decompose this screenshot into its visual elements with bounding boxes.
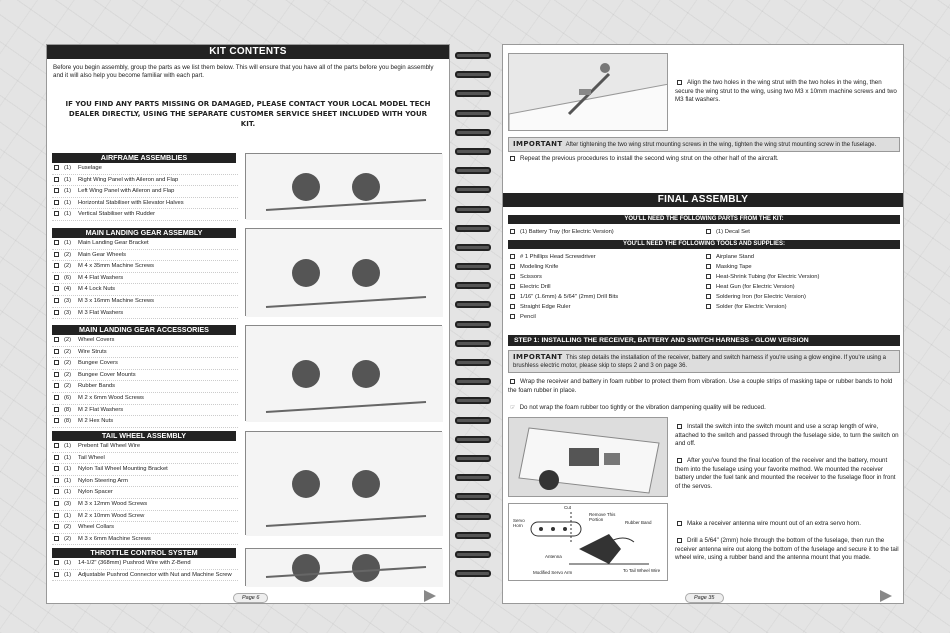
section-throttle-control-system: [52, 548, 445, 581]
part-name: M 2 Flat Washers: [78, 406, 124, 413]
part-name: Wheel Covers: [78, 337, 115, 343]
part-qty: (3): [64, 500, 72, 507]
right-page: [502, 44, 904, 604]
binding-ring: [455, 340, 491, 347]
binding-ring: [455, 455, 491, 462]
binding-ring: [455, 359, 491, 366]
part-qty: (2): [64, 360, 72, 367]
part-row: [52, 163, 238, 175]
checkbox-icon[interactable]: [54, 286, 59, 291]
binding-ring: [455, 570, 491, 577]
part-qty: (2): [64, 263, 72, 270]
checkbox-icon[interactable]: [54, 263, 59, 268]
part-qty: (1): [64, 560, 72, 566]
part-name: Nylon Steering Arm: [78, 477, 128, 484]
checkbox-icon[interactable]: [54, 337, 59, 342]
checkbox-icon[interactable]: [706, 264, 711, 269]
tool-name: Scissors: [520, 274, 542, 280]
tool-name: Modeling Knife: [520, 264, 559, 270]
checkbox-icon[interactable]: [54, 395, 59, 400]
binding-ring: [455, 244, 491, 251]
missing-parts-warning: IF YOU FIND ANY PARTS MISSING OR DAMAGED, PLEASE CONTACT YOUR LOCAL MODEL TECH DEALER DIRECTLY, USING THE SEPARATE CUSTOMER SERVICE SHEET INCLUDED WITH YOUR KIT.: [65, 100, 431, 128]
tool-item: [704, 292, 900, 302]
tool-item: [508, 282, 704, 292]
page-number-left: Page 6: [233, 593, 268, 603]
part-row: [52, 476, 238, 488]
part-qty: (3): [64, 297, 72, 304]
step1-title: STEP 1: INSTALLING THE RECEIVER, BATTERY AND SWITCH HARNESS - GLOW VERSION: [508, 335, 900, 346]
part-row: [52, 198, 238, 210]
wrap-instruction: Wrap the receiver and battery in foam rubber to protect them from vibration. Use a couple strips of masking tape or rubber bands to hold the foam rubber in place.: [508, 378, 893, 394]
spiral-binding: [455, 52, 495, 589]
part-name: M 4 Flat Washers: [78, 274, 124, 281]
checkbox-icon[interactable]: [54, 572, 59, 577]
checkbox-icon[interactable]: [54, 177, 59, 182]
switch-instruction: Install the switch into the switch mount and use a scrap length of wire, attached to the switch and passed through the fuselage side, to turn the switch on and off.: [675, 423, 899, 447]
tool-name: Straight Edge Ruler: [520, 304, 571, 310]
part-name: Prebent Tail Wheel Wire: [78, 443, 141, 449]
checkbox-icon[interactable]: [54, 298, 59, 303]
part-qty: (1): [64, 454, 72, 461]
part-row: [52, 381, 238, 393]
part-row: [52, 358, 238, 370]
part-row: [52, 441, 238, 453]
next-arrow-right: [880, 590, 892, 602]
binding-ring: [455, 52, 491, 59]
part-row: [52, 499, 238, 511]
important-note-1: IMPORTANT After tightening the two wing strut mounting screws in the wing, tighten the wing strut mounting screw in the fuselage.: [508, 137, 900, 152]
part-name: M 2 x 6mm Wood Screws: [78, 394, 144, 401]
part-name: Wheel Collars: [78, 524, 115, 531]
antenna-instruction: Make a receiver antenna wire mount out of an extra servo horn.: [675, 520, 899, 529]
checkbox-icon[interactable]: [54, 349, 59, 354]
tool-item: [704, 262, 900, 272]
parts-photo: [245, 548, 442, 586]
part-qty: (8): [64, 406, 72, 413]
modified-servo-arm-label: Modified Servo Arm: [533, 570, 573, 575]
binding-ring: [455, 301, 491, 308]
tool-item: [704, 252, 900, 262]
part-row: [52, 186, 238, 198]
part-qty: (2): [64, 348, 72, 355]
binding-ring: [455, 474, 491, 481]
part-name: Fuselage: [78, 165, 102, 171]
part-row: [52, 273, 238, 285]
checkbox-icon[interactable]: [54, 466, 59, 471]
checkbox-icon[interactable]: [54, 275, 59, 280]
section-title: TAIL WHEEL ASSEMBLY: [52, 431, 236, 441]
checkbox-icon[interactable]: [54, 383, 59, 388]
checkbox-icon[interactable]: [54, 443, 59, 448]
checkbox-icon[interactable]: [54, 478, 59, 483]
part-name: M 3 x 6mm Machine Screws: [78, 535, 151, 542]
binding-ring: [455, 417, 491, 424]
parts-list: [52, 335, 238, 428]
part-name: Bungee Cover Mounts: [78, 371, 136, 378]
receiver-install-photo: [508, 417, 668, 497]
part-qty: (3): [64, 309, 72, 316]
binding-ring: [455, 110, 491, 117]
cut-label: Cut: [564, 505, 572, 510]
part-qty: (2): [64, 524, 72, 531]
checkbox-icon[interactable]: [54, 240, 59, 245]
part-name: M 3 Flat Washers: [78, 309, 124, 316]
final-assembly-title: FINAL ASSEMBLY: [503, 193, 903, 207]
checkbox-icon[interactable]: [54, 524, 59, 529]
tool-name: # 1 Phillips Head Screwdriver: [520, 254, 596, 260]
part-row: [52, 308, 238, 320]
part-name: Nylon Tail Wheel Mounting Bracket: [78, 466, 168, 473]
binding-ring: [455, 225, 491, 232]
wing-strut-photo: [508, 53, 668, 131]
part-name: Main Gear Wheels: [78, 251, 127, 258]
part-qty: (1): [64, 199, 72, 206]
section-title: MAIN LANDING GEAR ACCESSORIES: [52, 325, 236, 335]
checkbox-icon[interactable]: [54, 455, 59, 460]
part-row: [52, 453, 238, 465]
hint-note: ☞ Do not wrap the foam rubber too tightly or the vibration dampening quality will be reduced.: [510, 404, 766, 411]
part-qty: (1): [64, 466, 72, 473]
part-qty: (2): [64, 371, 72, 378]
rubber-band-label: Rubber Band: [625, 520, 652, 525]
part-row: [52, 238, 238, 250]
checkbox-icon[interactable]: [54, 200, 59, 205]
strut-instruction: Align the two holes in the wing strut with the two holes in the wing, then secure the wing strut to the wing, using two M3 x 10mm machine screws and two M3 flat washers.: [675, 79, 897, 103]
checkbox-icon[interactable]: [54, 310, 59, 315]
part-name: Tail Wheel: [78, 454, 105, 461]
checkbox-icon[interactable]: [54, 407, 59, 412]
part-qty: (8): [64, 418, 72, 425]
checkbox-icon[interactable]: [510, 294, 515, 299]
part-name: Vertical Stabiliser with Rudder: [78, 211, 156, 218]
tool-item: [704, 272, 900, 282]
part-row: [52, 209, 238, 221]
part-qty: (1): [64, 165, 72, 171]
part-name: Left Wing Panel with Aileron and Flap: [78, 188, 175, 195]
parts-needed-box: [508, 215, 900, 325]
part-qty: (6): [64, 274, 72, 281]
part-row: [52, 370, 238, 382]
antenna-label: Antenna: [545, 554, 562, 559]
part-qty: (4): [64, 286, 72, 293]
tool-item: [704, 282, 900, 292]
part-row: [52, 405, 238, 417]
checkbox-icon[interactable]: [706, 254, 711, 259]
checkbox-icon[interactable]: [706, 284, 711, 289]
section-tail-wheel-assembly: [52, 431, 445, 545]
binding-ring: [455, 71, 491, 78]
binding-ring: [455, 148, 491, 155]
binding-ring: [455, 167, 491, 174]
part-row: [52, 284, 238, 296]
tools-header: YOU'LL NEED THE FOLLOWING TOOLS AND SUPPLIES:: [508, 240, 900, 249]
tool-item: [508, 292, 704, 302]
kit-contents-title: KIT CONTENTS: [47, 45, 449, 59]
binding-ring: [455, 90, 491, 97]
checkbox-icon[interactable]: [54, 372, 59, 377]
part-name: M 3 x 12mm Wood Screws: [78, 500, 148, 507]
part-row: [52, 534, 238, 546]
tool-name: Electric Drill: [520, 284, 551, 290]
binding-ring: [455, 397, 491, 404]
part-name: Wire Struts: [78, 348, 107, 355]
tool-name: Masking Tape: [716, 264, 752, 270]
parts-photo: [245, 228, 442, 316]
mount-instruction: After you've found the final location of the receiver and the battery, mount them into the fuselage using your favorite method. We mounted the receiver battery under the fuel tank and mounted the receiver to the fuselage floor in front of the servos.: [675, 457, 896, 490]
section-main-landing-gear-assembly: [52, 228, 445, 319]
part-decal-set: (1) Decal Set: [704, 227, 900, 237]
page-number-right: Page 35: [685, 593, 724, 603]
part-row: [52, 522, 238, 534]
checkbox-icon[interactable]: [510, 314, 515, 319]
part-name: M 3 x 16mm Machine Screws: [78, 297, 155, 304]
tool-item: [508, 252, 704, 262]
part-qty: (2): [64, 535, 72, 542]
part-name: M 4 x 35mm Machine Screws: [78, 263, 155, 270]
part-qty: (1): [64, 571, 72, 578]
part-row: [52, 175, 238, 187]
checkbox-icon[interactable]: [54, 360, 59, 365]
left-page: [46, 44, 450, 604]
tail-wheel-wire-label: To Tail Wheel Wire: [623, 568, 661, 573]
binding-ring: [455, 263, 491, 270]
checkbox-icon[interactable]: [54, 536, 59, 541]
part-row: [52, 250, 238, 262]
checkbox-icon[interactable]: [54, 489, 59, 494]
part-qty: (1): [64, 188, 72, 195]
part-row: [52, 487, 238, 499]
part-name: M 4 Lock Nuts: [78, 286, 116, 293]
part-qty: (2): [64, 383, 72, 390]
tool-name: Pencil: [520, 314, 536, 320]
part-row: [52, 335, 238, 347]
parts-list: [52, 163, 238, 221]
tool-name: Heat Gun (for Electric Version): [716, 284, 795, 290]
checkbox-icon[interactable]: [510, 254, 515, 259]
parts-list: [52, 238, 238, 319]
part-qty: (2): [64, 251, 72, 258]
binding-ring: [455, 378, 491, 385]
remove-portion-label: Remove This Portion: [589, 512, 616, 522]
drill-instruction: Drill a 5/64" (2mm) hole through the bottom of the fuselage, then run the receiver antenna wire out along the bottom of the fuselage and secure it to the tail wheel wire, using a rubber band and the antenna mount that you made.: [675, 537, 899, 561]
checkbox-icon[interactable]: [54, 560, 59, 565]
tool-item: [508, 312, 704, 322]
part-name: Right Wing Panel with Aileron and Flap: [78, 176, 179, 183]
parts-photo: [245, 153, 442, 219]
part-row: [52, 347, 238, 359]
checkbox-icon[interactable]: [706, 274, 711, 279]
checkbox-icon[interactable]: [706, 294, 711, 299]
checkbox-icon[interactable]: [54, 501, 59, 506]
parts-photo: [245, 431, 442, 535]
binding-ring: [455, 513, 491, 520]
tool-item: [508, 302, 704, 312]
tools-list-right: [704, 252, 900, 322]
tool-name: 1/16" (1.6mm) & 5/64" (2mm) Drill Bits: [520, 294, 619, 300]
part-row: [52, 464, 238, 476]
tool-item: [704, 302, 900, 312]
tool-name: Airplane Stand: [716, 254, 755, 260]
part-name: M 2 Hex Nuts: [78, 418, 114, 425]
servo-horn-label: Servo Horn: [513, 518, 525, 528]
tool-name: Solder (for Electric Version): [716, 304, 787, 310]
part-row: [52, 393, 238, 405]
intro-text: Before you begin assembly, group the parts as we list them below. This will ensure that you have all of the parts before you begin assembly and it will also help you become familiar with each part.: [53, 64, 434, 79]
tools-list-left: [508, 252, 704, 322]
part-name: M 2 x 10mm Wood Screw: [78, 512, 145, 519]
parts-list: [52, 441, 238, 545]
tool-item: [508, 262, 704, 272]
binding-ring: [455, 282, 491, 289]
parts-header: YOU'LL NEED THE FOLLOWING PARTS FROM THE KIT:: [508, 215, 900, 224]
checkbox-icon[interactable]: [510, 304, 515, 309]
checkbox-icon[interactable]: [510, 284, 515, 289]
binding-ring: [455, 436, 491, 443]
binding-ring: [455, 129, 491, 136]
binding-ring: [455, 532, 491, 539]
binding-ring: [455, 206, 491, 213]
part-qty: (1): [64, 443, 72, 449]
part-row: [52, 296, 238, 308]
part-row: [52, 261, 238, 273]
part-name: Bungee Covers: [78, 360, 118, 367]
part-name: Horizontal Stabiliser with Elevator Halves: [78, 199, 184, 206]
important-note-2: IMPORTANT This step details the installation of the receiver, battery and switch harness if you're using a glow engine. If you're using a brushless electric motor, please skip to steps 2 and 3 on page 36.: [508, 350, 900, 373]
binding-ring: [455, 551, 491, 558]
repeat-instruction: Repeat the previous procedures to install the second wing strut on the other half of the aircraft.: [508, 155, 900, 164]
section-airframe-assemblies: [52, 153, 445, 221]
checkbox-icon[interactable]: [510, 264, 515, 269]
checkbox-icon[interactable]: [54, 513, 59, 518]
checkbox-icon[interactable]: [510, 274, 515, 279]
tool-name: Heat-Shrink Tubing (for Electric Version): [716, 274, 820, 280]
part-name: Adjustable Pushrod Connector with Nut and Machine Screw: [78, 571, 232, 578]
tool-name: Soldering Iron (for Electric Version): [716, 294, 806, 300]
part-qty: (1): [64, 211, 72, 218]
part-qty: (1): [64, 240, 72, 246]
checkbox-icon[interactable]: [54, 211, 59, 216]
part-row: [52, 511, 238, 523]
checkbox-icon[interactable]: [54, 418, 59, 423]
part-row: [52, 570, 238, 582]
part-name: Rubber Bands: [78, 383, 116, 390]
section-title: THROTTLE CONTROL SYSTEM: [52, 548, 236, 558]
part-name: Nylon Spacer: [78, 489, 113, 496]
binding-ring: [455, 186, 491, 193]
checkbox-icon[interactable]: [706, 304, 711, 309]
part-row: [52, 558, 238, 570]
antenna-mount-diagram: [508, 503, 668, 581]
binding-ring: [455, 493, 491, 500]
part-qty: (1): [64, 489, 72, 496]
part-name: 14-1/2" (368mm) Pushrod Wire with Z-Bend: [78, 560, 191, 566]
checkbox-icon[interactable]: [54, 188, 59, 193]
part-qty: (2): [64, 337, 72, 343]
section-title: MAIN LANDING GEAR ASSEMBLY: [52, 228, 236, 238]
part-qty: (1): [64, 176, 72, 183]
part-name: Main Landing Gear Bracket: [78, 240, 149, 246]
parts-photo: [245, 325, 442, 421]
checkbox-icon[interactable]: [54, 165, 59, 170]
binding-ring: [455, 321, 491, 328]
section-main-landing-gear-accessories: [52, 325, 445, 428]
part-qty: (6): [64, 394, 72, 401]
parts-list: [52, 558, 238, 581]
checkbox-icon[interactable]: [54, 252, 59, 257]
next-arrow-left: [424, 590, 436, 602]
part-row: [52, 416, 238, 428]
tool-item: [508, 272, 704, 282]
part-qty: (1): [64, 477, 72, 484]
part-battery-tray: (1) Battery Tray (for Electric Version): [508, 227, 704, 237]
part-qty: (1): [64, 512, 72, 519]
section-title: AIRFRAME ASSEMBLIES: [52, 153, 236, 163]
